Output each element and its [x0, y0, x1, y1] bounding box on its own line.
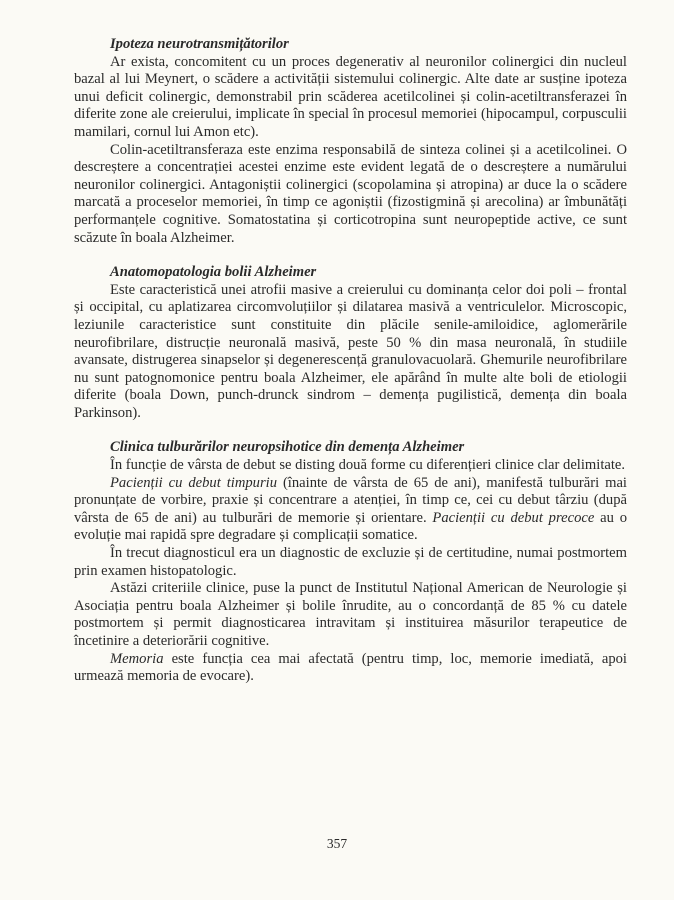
paragraph: În funcție de vârsta de debut se disting două forme cu diferențieri clinice clar delimitate. [110, 457, 626, 474]
section-gap [74, 422, 627, 439]
emphasis-text: Pacienții cu debut precoce [432, 509, 595, 526]
section-gap [74, 247, 627, 264]
emphasis-text: Memoria [110, 650, 164, 667]
section-heading: Clinica tulburărilor neuropsihotice din demența Alzheimer [110, 439, 465, 456]
paragraph-text: au o evoluție mai rapidă spre degradare și complicații somatice. [74, 509, 628, 544]
paragraph: Colin-acetiltransferaza este enzima responsabilă de sinteza colinei și a acetilcolinei. O descreștere a concentrației acestei enzime este evident legată de o descreștere a numărului neuronilor colinergici. Antagoniștii colinergici (scopolamina și atropina) ar duce la o scădere marcată a proceselor memoriei, în timp ce agoniștii (fizostigmină și arecolina) ar îmbunătăți performanțele cognitive. Somatostatina și corticotropina sunt neuropeptide active, ce sunt scăzute în boala Alzheimer. [74, 141, 627, 246]
page-number: 357 [326, 836, 348, 851]
page-content [74, 36, 627, 686]
paragraph-text: este funcția cea mai afectată (pentru timp, loc, memorie imediată, apoi urmează memoria de evocare). [74, 650, 627, 685]
paragraph [74, 651, 627, 686]
paragraph: Astăzi criteriile clinice, puse la punct de Institutul Național American de Neurologie și Asociația pentru boala Alzheimer și bolile înrudite, au o concordanță de 85 % cu datele postmortem și permit diagnosticarea intravitam și instituirea măsurilor terapeutice de încetinire a deteriorării cognitive. [74, 580, 627, 649]
paragraph: Este caracteristică unei atrofii masive a creierului cu dominanța celor doi poli – frontal și occipital, cu aplatizarea circomvoluțiilor și dilatarea masivă a ventriculelor. Microscopic, leziunile caracteristice sunt constituite din plăcile senile-amiloidice, aglomerările neurofibrilare, distrucție neuronală masivă, peste 50 % din masa neuronală, în studiile avansate, distrugerea sinapselor și degenerescență granulovacuolară. Ghemurile neurofibrilare nu sunt patognomonice pentru boala Alzheimer, ele apărând în multe alte boli de etiologii diferite (boala Down, punch-drunck sindrom – demența pugilistică, demența din boala Parkinson). [74, 281, 627, 421]
paragraph [74, 475, 627, 545]
section-heading: Ipoteza neurotransmițătorilor [110, 36, 289, 52]
emphasis-text: Pacienții cu debut timpuriu [110, 474, 277, 491]
paragraph: Ar exista, concomitent cu un proces degenerativ al neuronilor colinergici din nucleul bazal al lui Meynert, o scădere a activității sistemului colinergic. Alte date ar susține ipoteza unui deficit colinergic, demonstrabil prin scăderea acetilcolinei și colin-acetiltransferazei în diferite zone ale creierului, implicate în special în procesul memoriei (hipocampul, corpusculii mamilari, cornul lui Amon etc). [74, 53, 627, 140]
paragraph-text: (înainte de vârsta de 65 de ani), manifestă tulburări mai pronunțate de vorbire, praxie și concentrare a atenției, în timp ce, cei cu debut târziu (după vârsta de 65 de ani) au tulburări de memorie și orientare. [74, 474, 627, 526]
paragraph: În trecut diagnosticul era un diagnostic de excluzie și de certitudine, numai postmortem prin examen histopatologic. [74, 545, 627, 579]
section-heading: Anatomopatologia bolii Alzheimer [110, 264, 317, 281]
